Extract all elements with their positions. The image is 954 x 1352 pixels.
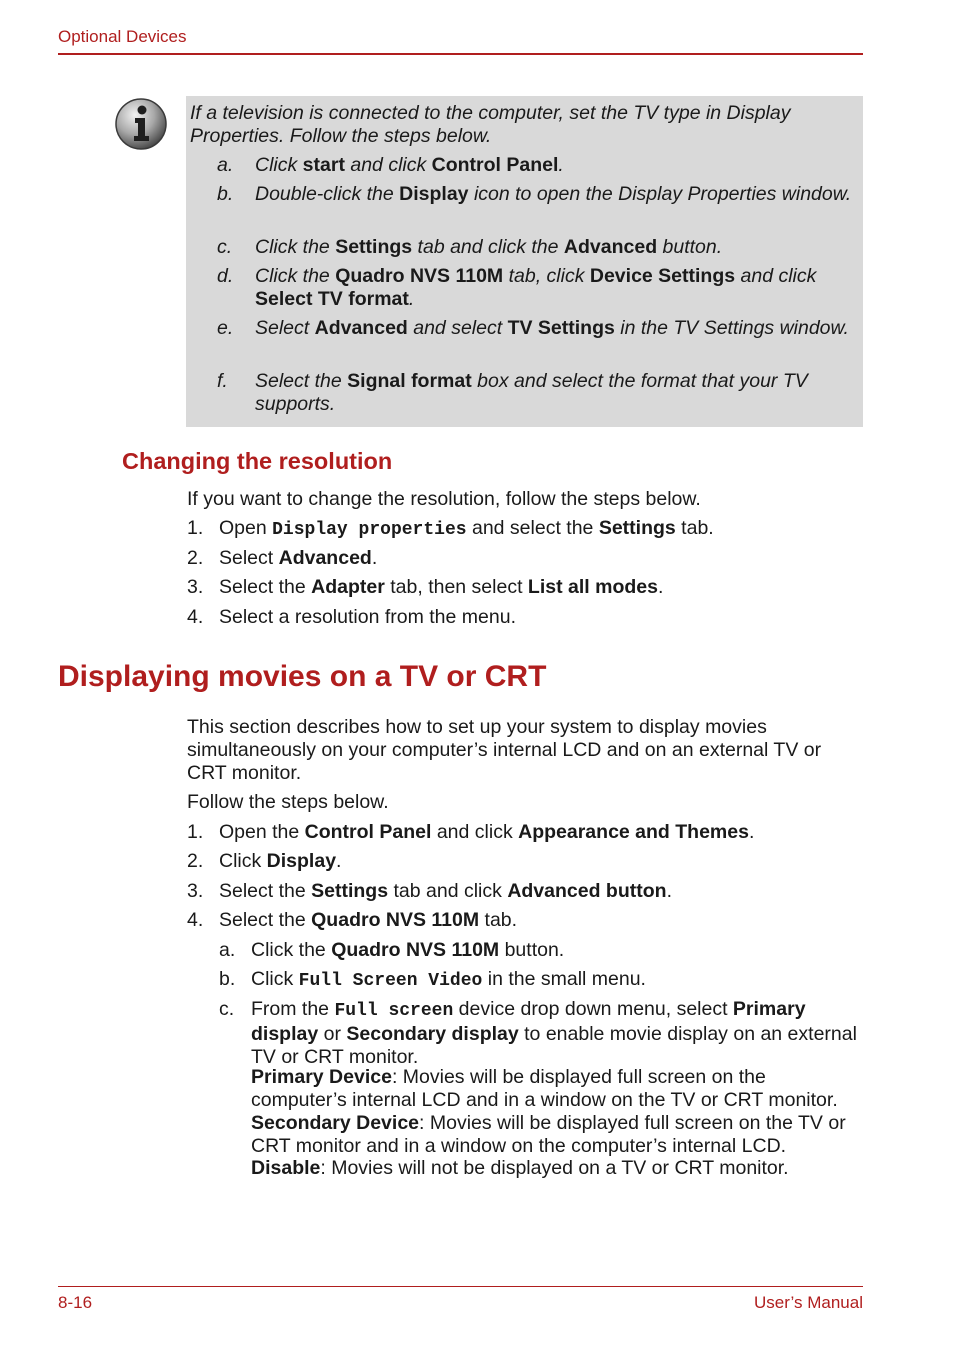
substep-text [251, 998, 863, 1069]
text-run: icon to open the Display Properties window. [468, 183, 852, 205]
movies-substep [219, 939, 859, 963]
emphasis-text: start [302, 154, 345, 176]
text-run: button. [499, 939, 565, 961]
text-run: and select the [466, 517, 599, 539]
text-run: in the TV Settings window. [614, 317, 849, 339]
emphasis-text: Advanced [314, 317, 408, 339]
emphasis-text: Display [266, 850, 337, 872]
emphasis-text: Advanced button [507, 880, 667, 902]
emphasis-text: Advanced [563, 236, 658, 258]
note-step-label: e. [217, 317, 234, 339]
resolution-step [187, 517, 847, 541]
code-text: Display properties [272, 520, 467, 540]
emphasis-text: Secondary Device [251, 1112, 420, 1134]
note-step-text [255, 154, 855, 177]
emphasis-text: Device Settings [589, 265, 736, 287]
step-number: 3. [187, 880, 204, 902]
movies-step [187, 850, 857, 874]
option-disable [251, 1157, 863, 1180]
emphasis-text: List all modes [527, 576, 658, 598]
emphasis-text: Quadro NVS 110M [331, 939, 500, 961]
emphasis-text: Quadro NVS 110M [335, 265, 504, 287]
footer-rule [58, 1286, 863, 1287]
text-run: . [371, 547, 378, 569]
note-intro: If a television is connected to the computer, set the TV type in Display Properties. Follow the steps below. [190, 102, 791, 147]
text-run: : Movies will not be displayed on a TV or CRT monitor. [320, 1157, 789, 1179]
substep-label: c. [219, 998, 235, 1020]
movies-step [187, 909, 857, 933]
emphasis-text: Display [399, 183, 469, 205]
note-step-label: d. [217, 265, 234, 287]
note-step-text [255, 183, 855, 206]
running-header: Optional Devices [58, 27, 187, 46]
substep-label: a. [219, 939, 236, 961]
section-heading-resolution: Changing the resolution [122, 448, 393, 474]
note-step-label: c. [217, 236, 233, 258]
option-secondary-device [251, 1112, 863, 1158]
emphasis-text: Control Panel [304, 821, 432, 843]
page-number: 8-16 [58, 1293, 93, 1312]
step-number: 2. [187, 850, 204, 872]
substep-label: b. [219, 968, 236, 990]
step-text [219, 821, 754, 844]
note-step-label: a. [217, 154, 234, 176]
step-number: 4. [187, 909, 204, 931]
note-step-text [255, 236, 855, 259]
text-run: button. [657, 236, 723, 258]
text-run: Click the [255, 265, 336, 287]
text-run: tab. [675, 517, 714, 539]
step-number: 1. [187, 517, 204, 539]
text-run: . [408, 288, 415, 310]
resolution-step [187, 606, 847, 630]
emphasis-text: Adapter [311, 576, 385, 598]
text-run: Click the [255, 236, 336, 258]
step-text [219, 606, 516, 629]
text-run: Select [219, 547, 279, 569]
text-run: Click [219, 850, 267, 872]
emphasis-text: Signal format [347, 370, 472, 392]
emphasis-text: Control Panel [431, 154, 559, 176]
resolution-intro: If you want to change the resolution, follow the steps below. [187, 488, 701, 510]
note-step-text [255, 370, 855, 416]
text-run: Click the [251, 939, 332, 961]
text-run: . [336, 850, 342, 872]
emphasis-text: Settings [598, 517, 676, 539]
movies-step [187, 821, 857, 845]
step-number: 4. [187, 606, 204, 628]
text-run: and click [344, 154, 432, 176]
emphasis-text: Settings [335, 236, 413, 258]
text-run: Double-click the [255, 183, 400, 205]
note-step-text [255, 317, 855, 340]
text-run: Select the [219, 880, 312, 902]
note-step-label: f. [217, 370, 228, 392]
movies-substep [219, 968, 859, 992]
text-run: Select the [255, 370, 348, 392]
resolution-step [187, 576, 847, 600]
step-text [219, 850, 341, 873]
text-run: tab, then select [384, 576, 528, 598]
emphasis-text: Primary display [251, 998, 806, 1045]
note-step-text [255, 265, 855, 311]
emphasis-text: Quadro NVS 110M [311, 909, 480, 931]
emphasis-text: Disable [251, 1157, 321, 1179]
text-run: to enable movie display on an external TV or CRT monitor. [251, 1023, 857, 1068]
step-text [219, 909, 517, 932]
note-step-label: b. [217, 183, 234, 205]
step-text [219, 880, 672, 903]
info-icon [114, 97, 168, 151]
option-primary-device [251, 1066, 863, 1112]
manual-title: User’s Manual [754, 1293, 863, 1312]
text-run: tab and click the [412, 236, 564, 258]
text-run: . [558, 154, 564, 176]
note-step [217, 236, 857, 260]
note-step [217, 154, 857, 178]
text-run: . [666, 880, 672, 902]
text-run: Select [255, 317, 315, 339]
step-number: 1. [187, 821, 204, 843]
text-run: box and select the format that your TV supports. [255, 370, 808, 415]
text-run: and click [735, 265, 817, 287]
text-run: tab, click [503, 265, 590, 287]
step-number: 2. [187, 547, 204, 569]
text-run: or [318, 1023, 347, 1045]
emphasis-text: Primary Device [251, 1066, 392, 1088]
text-run: : Movies will be displayed full screen on the computer’s internal LCD and in a window on the TV or CRT monitor. [251, 1066, 838, 1111]
emphasis-text: Select TV format [255, 288, 409, 310]
emphasis-text: Settings [311, 880, 389, 902]
text-run: tab and click [388, 880, 508, 902]
text-run: Click [255, 154, 303, 176]
text-run: : Movies will be displayed full screen on the TV or CRT monitor and in a window on the computer’s internal LCD. [251, 1112, 846, 1157]
text-run: and click [431, 821, 519, 843]
text-run: Select the [219, 909, 312, 931]
step-text [219, 517, 714, 542]
text-run: Open the [219, 821, 305, 843]
movies-step [187, 880, 857, 904]
step-text [219, 576, 663, 599]
emphasis-text: TV Settings [507, 317, 615, 339]
text-run: From the [251, 998, 335, 1020]
page-title: Displaying movies on a TV or CRT [58, 660, 547, 693]
note-step [217, 183, 857, 231]
substep-text [251, 968, 863, 993]
text-run: tab. [479, 909, 518, 931]
movies-follow: Follow the steps below. [187, 791, 389, 813]
emphasis-text: Appearance and Themes [518, 821, 749, 843]
note-step [217, 317, 857, 365]
header-rule [58, 53, 863, 55]
code-text: Full Screen Video [298, 971, 483, 991]
movies-substep [219, 998, 859, 1068]
emphasis-text: Secondary display [346, 1023, 519, 1045]
text-run: and select [407, 317, 508, 339]
text-run: . [748, 821, 755, 843]
text-run: in the small menu. [482, 968, 646, 990]
text-run: device drop down menu, select [453, 998, 733, 1020]
note-step [217, 265, 857, 313]
movies-intro: This section describes how to set up your system to display movies simultaneously on your computer’s internal LCD and on an external TV or CRT monitor. [187, 716, 822, 784]
text-run: . [657, 576, 664, 598]
text-run: Select the [219, 576, 312, 598]
text-run: Click [251, 968, 299, 990]
text-run: Select a resolution from the menu. [219, 606, 516, 628]
note-step [217, 370, 857, 418]
step-number: 3. [187, 576, 204, 598]
code-text: Full screen [334, 1001, 454, 1021]
text-run: Open [219, 517, 273, 539]
substep-text [251, 939, 863, 962]
step-text [219, 547, 377, 570]
emphasis-text: Advanced [278, 547, 372, 569]
resolution-step [187, 547, 847, 571]
